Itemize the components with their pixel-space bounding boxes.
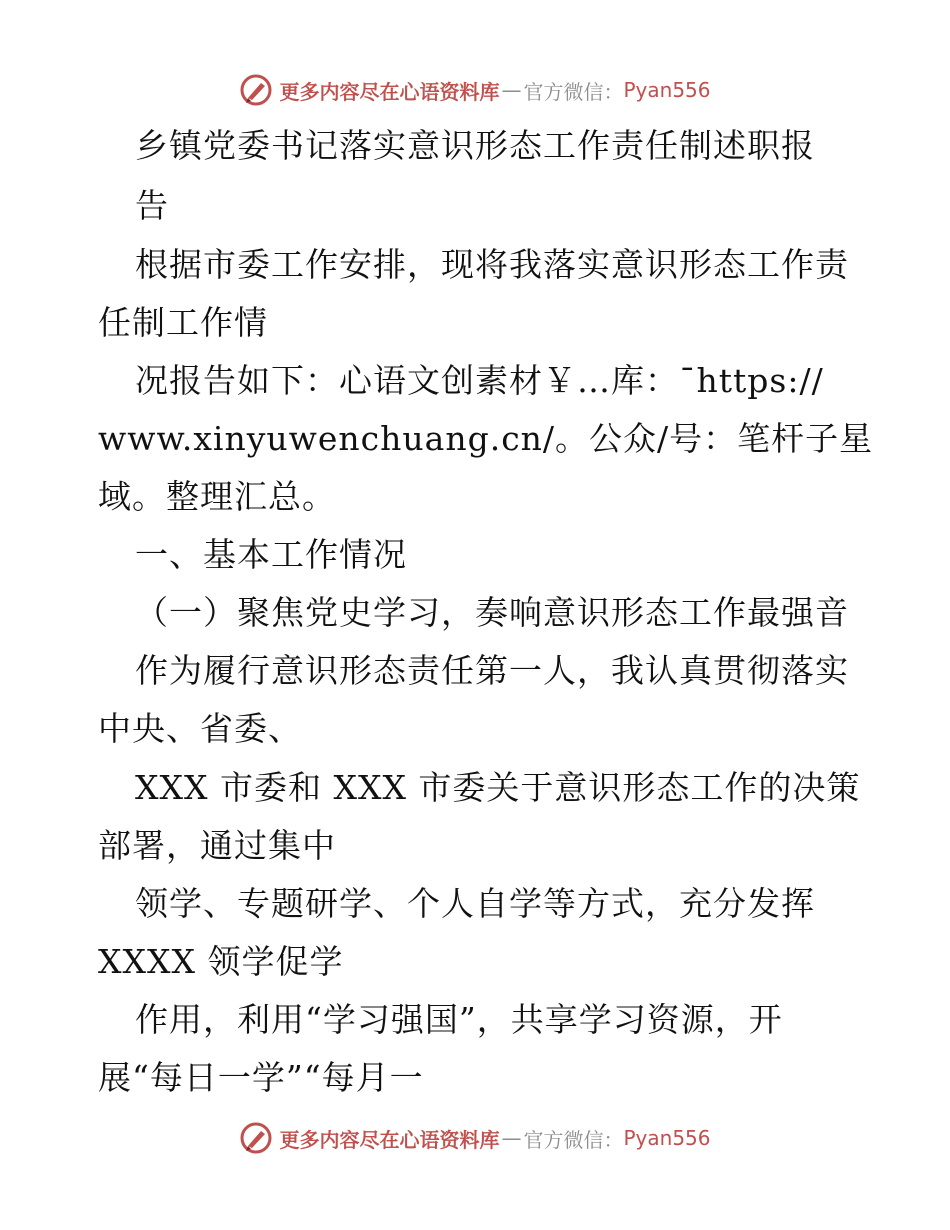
paragraph-line: www.xinyuwenchuang.cn/。公众/号：笔杆子星 — [98, 419, 874, 458]
pen-logo-icon — [239, 73, 273, 107]
paragraph-line: 领学、专题研学、个人自学等方式，充分发挥 — [135, 884, 815, 923]
paragraph-line: XXXX 领学促学 — [98, 942, 344, 981]
paragraph-line: 况报告如下：心语文创素材￥…库：¯https:// — [135, 361, 824, 400]
banner-wechat-label: 官方微信： — [523, 1127, 624, 1152]
banner-brand-text: 更多内容尽在心语资料库 — [279, 1127, 500, 1152]
banner-wechat-label: 官方微信： — [523, 79, 624, 104]
banner-wechat-id: Pyan556 — [623, 78, 711, 102]
paragraph-line: 任制工作情 — [98, 303, 268, 342]
paragraph-line: 中央、省委、 — [98, 709, 302, 748]
footer-watermark-banner — [0, 1118, 950, 1158]
document-title-line-2: 告 — [135, 186, 169, 225]
banner-separator: — — [501, 78, 522, 102]
section-heading: 一、基本工作情况 — [135, 535, 407, 574]
banner-separator: — — [501, 1126, 522, 1150]
paragraph-line: 根据市委工作安排，现将我落实意识形态工作责 — [135, 245, 849, 284]
subsection-heading: （一）聚焦党史学习，奏响意识形态工作最强音 — [135, 593, 849, 632]
paragraph-line: 作为履行意识形态责任第一人，我认真贯彻落实 — [135, 651, 849, 690]
paragraph-line: 作用，利用“学习强国”，共享学习资源，开 — [135, 1000, 783, 1039]
paragraph-line: 域。整理汇总。 — [98, 477, 336, 516]
paragraph-line: 部署，通过集中 — [98, 826, 336, 865]
document-title-line-1: 乡镇党委书记落实意识形态工作责任制述职报 — [135, 126, 815, 165]
pen-logo-icon — [239, 1121, 273, 1155]
banner-brand-text: 更多内容尽在心语资料库 — [279, 79, 500, 104]
banner-wechat-id: Pyan556 — [623, 1126, 711, 1150]
paragraph-line: XXX 市委和 XXX 市委关于意识形态工作的决策 — [135, 768, 861, 807]
paragraph-line: 展“每日一学”“每月一 — [98, 1058, 424, 1097]
header-watermark-banner — [0, 70, 950, 110]
